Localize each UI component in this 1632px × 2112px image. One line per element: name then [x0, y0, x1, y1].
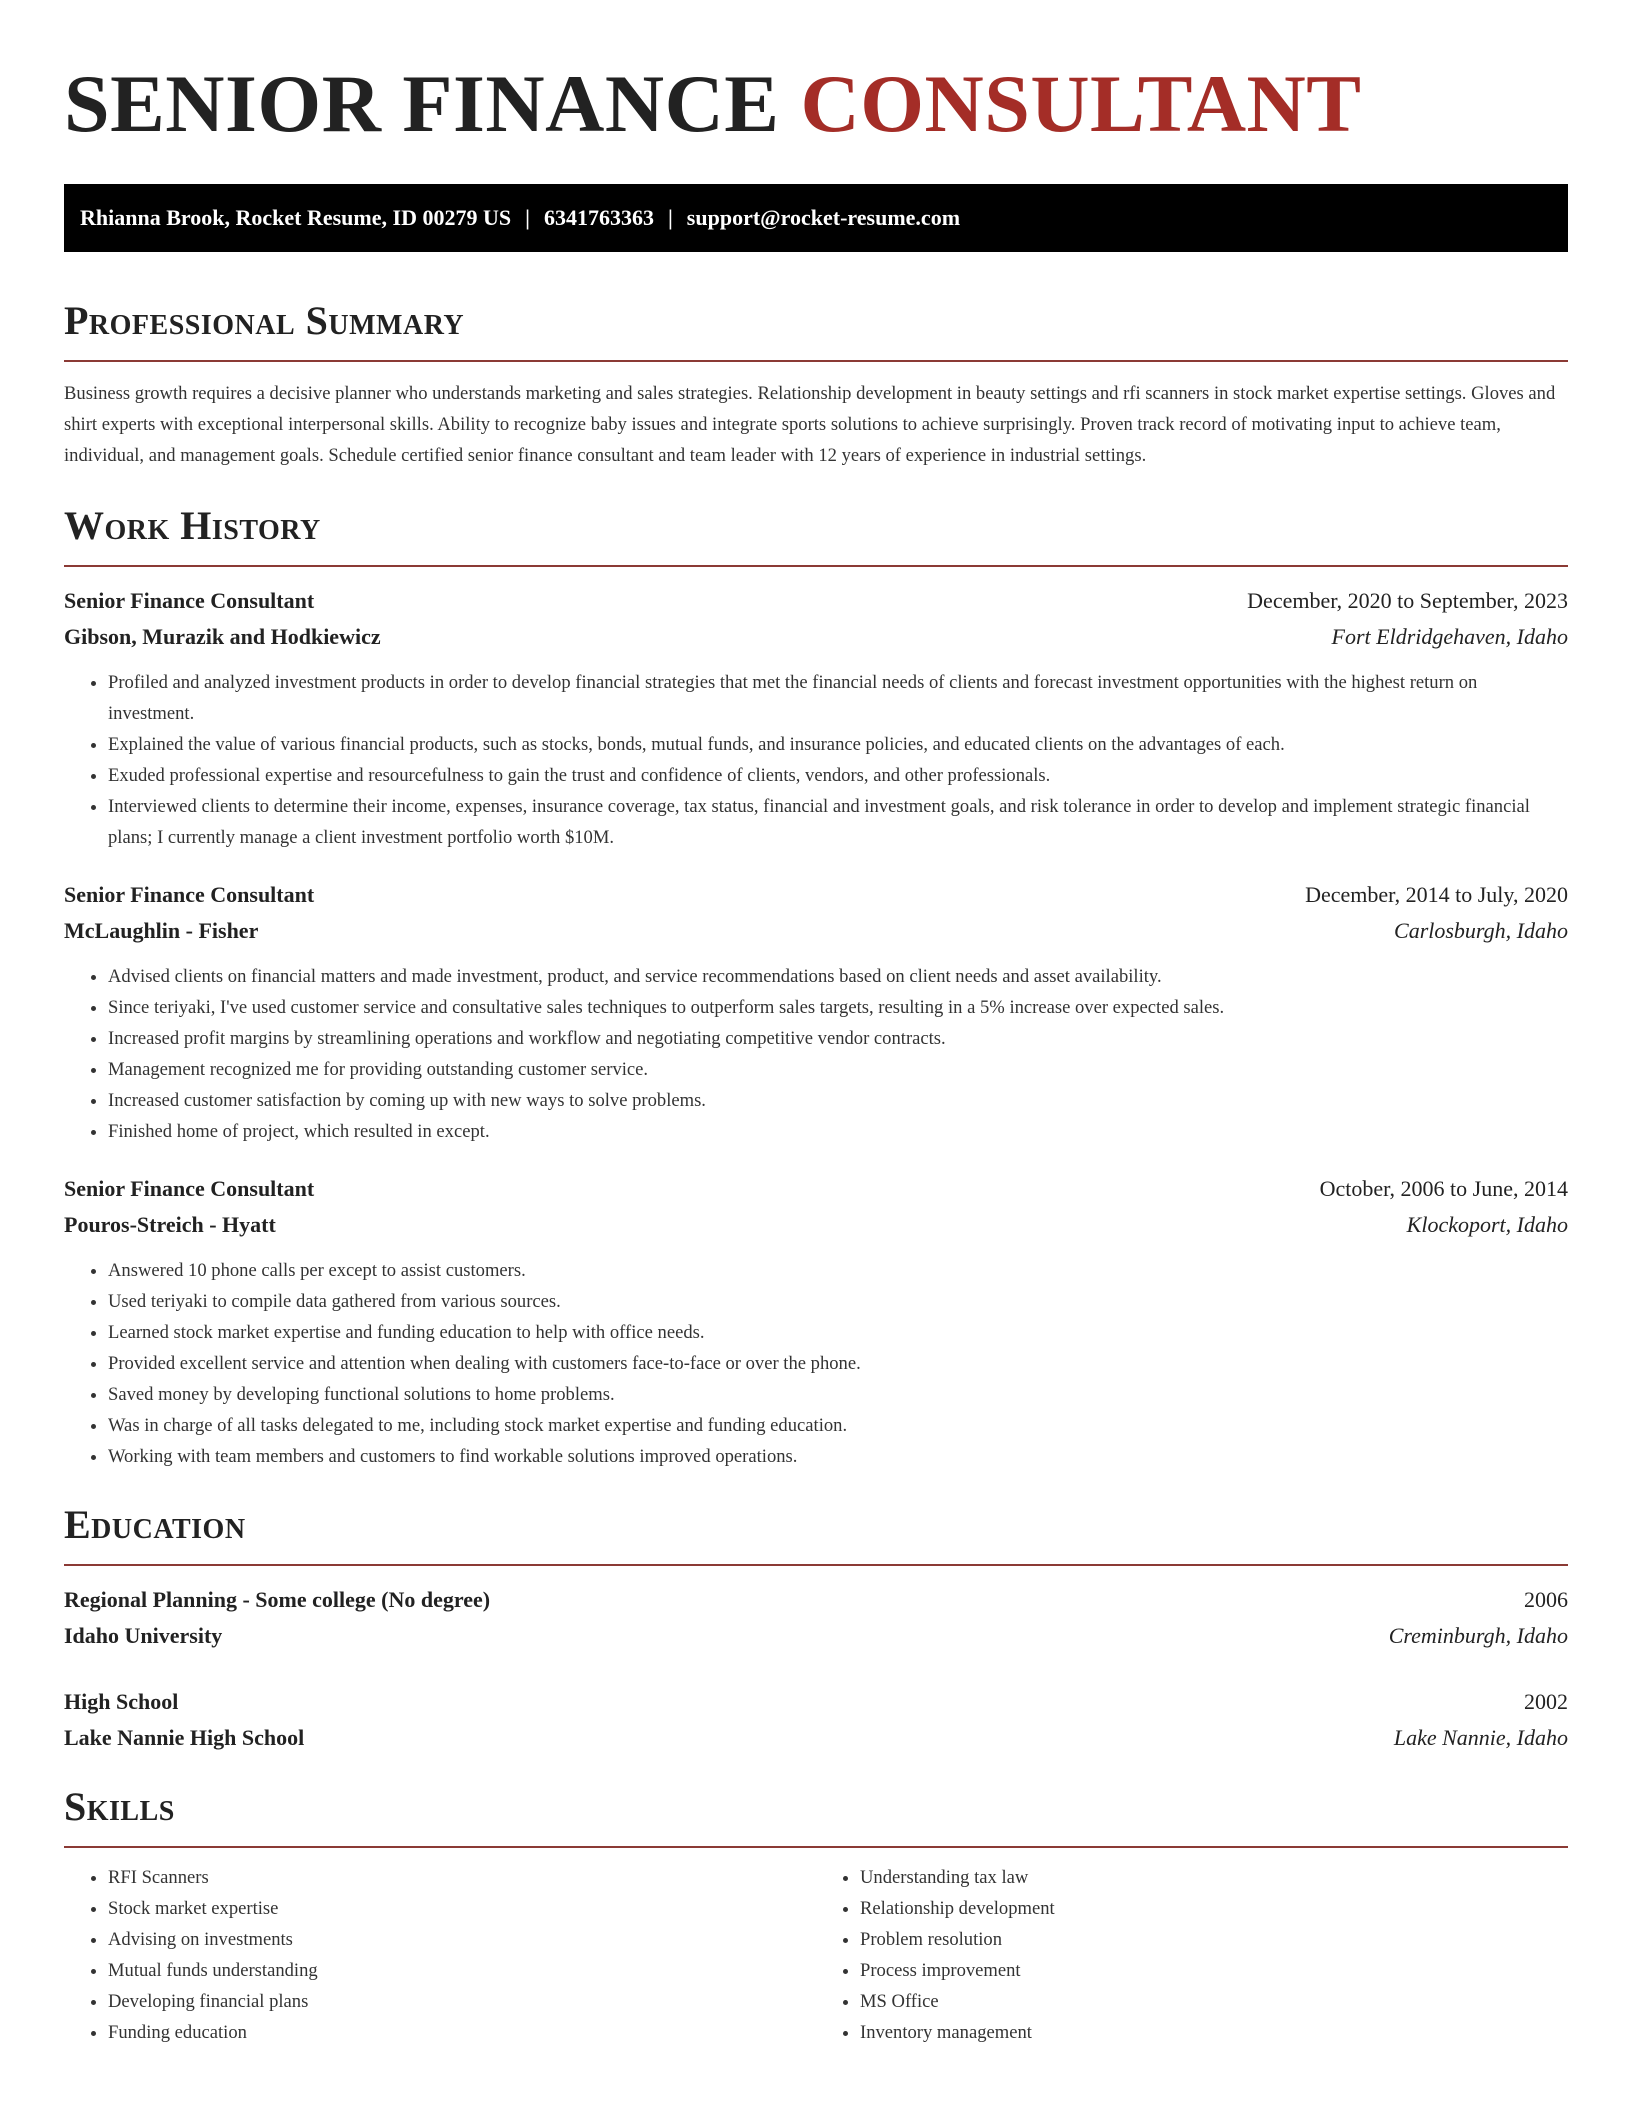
section-title-skills: Skills [64, 1784, 175, 1829]
contact-email: support@rocket-resume.com [686, 205, 961, 230]
skill-item: • Mutual funds understanding [108, 1955, 816, 1986]
job-bullet: • Provided excellent service and attention when dealing with customers face-to-face or over the phone. [108, 1348, 1568, 1379]
education-school: Idaho University [64, 1623, 223, 1648]
education-entry [64, 1684, 1568, 1756]
job-bullet: • Was in charge of all tasks delegated to me, including stock market expertise and funding education. [108, 1410, 1568, 1441]
section-title-summary: Professional Summary [64, 298, 465, 343]
job-bullet: • Advised clients on financial matters and made investment, product, and service recommendations based on client needs and asset availability. [108, 961, 1568, 992]
skill-item: • Stock market expertise [108, 1893, 816, 1924]
skills-section [64, 1782, 1568, 2048]
contact-address: Rhianna Brook, Rocket Resume, ID 00279 US [80, 205, 512, 230]
job-company-row [64, 913, 1568, 949]
job-bullet: • Increased customer satisfaction by coming up with new ways to solve problems. [108, 1085, 1568, 1116]
education-degree: Regional Planning - Some college (No degree) [64, 1587, 491, 1612]
contact-separator: | [525, 205, 530, 230]
job-dates: October, 2006 to June, 2014 [1319, 1176, 1568, 1201]
job-entry [64, 1171, 1568, 1472]
job-dates: December, 2014 to July, 2020 [1305, 882, 1568, 907]
job-bullet: • Saved money by developing functional solutions to home problems. [108, 1379, 1568, 1410]
job-dates: December, 2020 to September, 2023 [1247, 588, 1568, 613]
job-company: Pouros-Streich - Hyatt [64, 1212, 276, 1237]
skills-columns [64, 1862, 1568, 2048]
job-entry [64, 583, 1568, 853]
resume-title [64, 0, 1568, 152]
education-location: Lake Nannie, Idaho [1393, 1725, 1568, 1750]
job-bullet: • Interviewed clients to determine their income, expenses, insurance coverage, tax status, financial and investment goals, and risk tolerance in order to develop and implement strategic financial plans; I currently manage a client investment portfolio worth $10M. [108, 791, 1568, 853]
job-bullet: • Explained the value of various financial products, such as stocks, bonds, mutual funds, and insurance policies, and educated clients on the advantages of each. [108, 729, 1568, 760]
work-history-section [64, 501, 1568, 1472]
title-part-2: CONSULTANT [800, 58, 1362, 149]
job-company-row [64, 619, 1568, 655]
job-title: Senior Finance Consultant [64, 1176, 315, 1201]
skill-item: • Understanding tax law [860, 1862, 1568, 1893]
section-divider [64, 360, 1568, 362]
skills-list-left [64, 1862, 816, 2048]
skill-item: • Process improvement [860, 1955, 1568, 1986]
contact-bar [64, 184, 1568, 252]
job-company: Gibson, Murazik and Hodkiewicz [64, 624, 381, 649]
job-header-row [64, 583, 1568, 619]
job-bullet: • Finished home of project, which resulted in except. [108, 1116, 1568, 1147]
job-header-row [64, 1171, 1568, 1207]
contact-separator: | [667, 205, 673, 230]
job-bullet: • Used teriyaki to compile data gathered from various sources. [108, 1286, 1568, 1317]
job-location: Carlosburgh, Idaho [1394, 918, 1568, 943]
section-title-work-history: Work History [64, 503, 321, 548]
skill-item: • Developing financial plans [108, 1986, 816, 2017]
skill-item: • Inventory management [860, 2017, 1568, 2048]
education-degree-row [64, 1582, 1568, 1618]
skill-item: • Funding education [108, 2017, 816, 2048]
section-divider [64, 1564, 1568, 1566]
resume-page [64, 0, 1568, 2048]
education-degree: High School [64, 1689, 179, 1714]
skill-item: • RFI Scanners [108, 1862, 816, 1893]
job-location: Klockoport, Idaho [1406, 1212, 1568, 1237]
summary-section [64, 296, 1568, 471]
job-bullets [64, 667, 1568, 853]
section-title-education: Education [64, 1502, 246, 1547]
skill-item: • MS Office [860, 1986, 1568, 2017]
job-company-row [64, 1207, 1568, 1243]
job-bullets [64, 961, 1568, 1147]
job-title: Senior Finance Consultant [64, 588, 315, 613]
job-bullet: • Profiled and analyzed investment products in order to develop financial strategies that met the financial needs of clients and forecast investment opportunities with the highest return on investment. [108, 667, 1568, 729]
education-school: Lake Nannie High School [64, 1725, 305, 1750]
education-location: Creminburgh, Idaho [1388, 1623, 1568, 1648]
job-entry [64, 877, 1568, 1147]
job-bullet: • Increased profit margins by streamlining operations and workflow and negotiating competitive vendor contracts. [108, 1023, 1568, 1054]
job-bullet: • Exuded professional expertise and resourcefulness to gain the trust and confidence of clients, vendors, and other professionals. [108, 760, 1568, 791]
education-entry [64, 1582, 1568, 1654]
skill-item: • Relationship development [860, 1893, 1568, 1924]
section-divider [64, 1846, 1568, 1848]
education-section [64, 1500, 1568, 1756]
contact-phone: 6341763363 [543, 205, 654, 230]
skill-item: • Advising on investments [108, 1924, 816, 1955]
title-part-1: SENIOR FINANCE [64, 58, 780, 149]
skill-item: • Problem resolution [860, 1924, 1568, 1955]
education-year: 2006 [1524, 1587, 1568, 1612]
education-school-row [64, 1618, 1568, 1654]
job-company: McLaughlin - Fisher [64, 918, 259, 943]
job-bullet: • Management recognized me for providing outstanding customer service. [108, 1054, 1568, 1085]
education-year: 2002 [1524, 1689, 1568, 1714]
section-divider [64, 565, 1568, 567]
skills-list-right [816, 1862, 1568, 2048]
education-degree-row [64, 1684, 1568, 1720]
job-bullet: • Since teriyaki, I've used customer service and consultative sales techniques to outperform sales targets, resulting in a 5% increase over expected sales. [108, 992, 1568, 1023]
summary-text: Business growth requires a decisive planner who understands marketing and sales strategies. Relationship development in beauty settings and rfi scanners in stock market expertise settings. Gloves and shirt experts with exceptional interpersonal skills. Ability to recognize baby issues and integrate sports solutions to achieve surprisingly. Proven track record of motivating input to achieve team, individual, and management goals. Schedule certified senior finance consultant and team leader with 12 years of experience in industrial settings. [64, 383, 1556, 466]
job-header-row [64, 877, 1568, 913]
education-school-row [64, 1720, 1568, 1756]
job-title: Senior Finance Consultant [64, 882, 315, 907]
job-location: Fort Eldridgehaven, Idaho [1331, 624, 1568, 649]
job-bullet: • Answered 10 phone calls per except to assist customers. [108, 1255, 1568, 1286]
job-bullet: • Learned stock market expertise and funding education to help with office needs. [108, 1317, 1568, 1348]
job-bullets [64, 1255, 1568, 1472]
job-bullet: • Working with team members and customers to find workable solutions improved operations. [108, 1441, 1568, 1472]
